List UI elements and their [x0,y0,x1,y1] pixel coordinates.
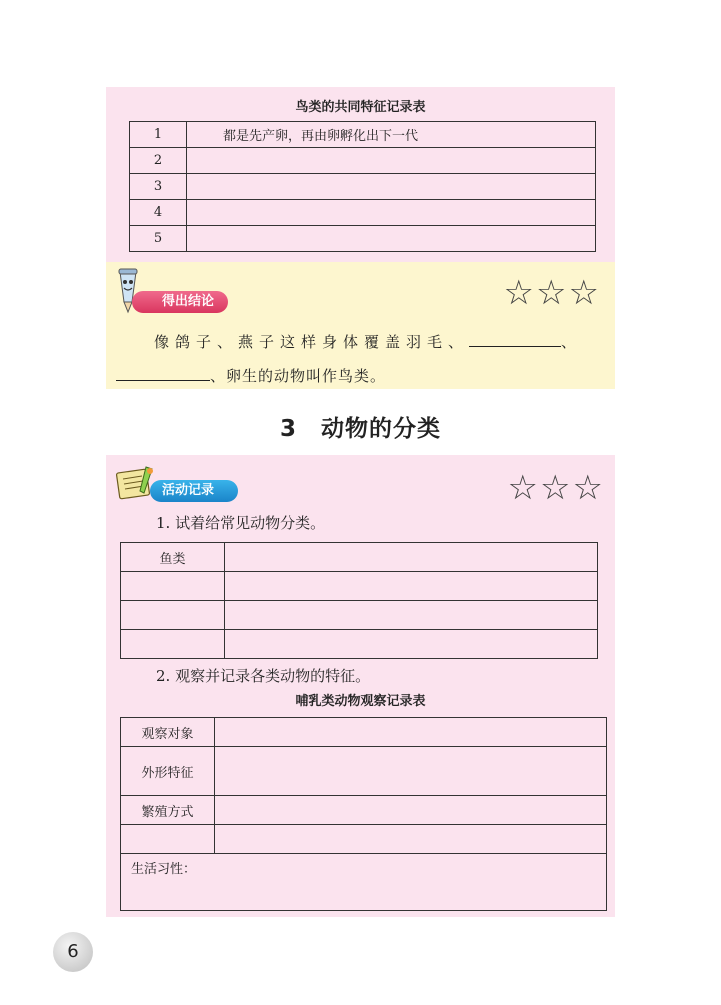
table-row [130,226,596,252]
table-row [121,543,598,572]
mammal-table-title: 哺乳类动物观察记录表 [295,694,426,709]
row-label[interactable] [121,825,215,854]
row-number: 4 [130,200,187,226]
row-text[interactable] [187,226,596,252]
activity-record-panel [106,455,615,917]
row-number: 3 [130,174,187,200]
category-cell[interactable] [121,601,225,630]
table-row [130,174,596,200]
conclusion-line-1 [154,331,582,352]
table-row [121,718,607,747]
conclusion-punct: 、 [561,333,583,351]
table-row [121,825,607,854]
conclusion-text-2: 、卵生的动物叫作鸟类。 [210,367,387,385]
animals-cell[interactable] [225,630,598,659]
row-value[interactable] [215,825,607,854]
row-value[interactable] [215,718,607,747]
page-number: 6 [53,932,93,972]
category-cell[interactable] [121,630,225,659]
table-row [130,122,596,148]
table-row [130,148,596,174]
animals-cell[interactable] [225,543,598,572]
table-row [121,854,607,911]
conclusion-badge: 得出结论 [132,291,228,313]
question-1: 1. 试着给常见动物分类。 [156,514,326,532]
activity-badge: 活动记录 [150,480,238,502]
answer-blank-2[interactable] [116,380,210,381]
conclusion-panel [106,262,615,389]
rating-stars[interactable]: ☆☆☆ [503,273,601,313]
row-text[interactable]: 都是先产卵，再由卵孵化出下一代 [187,122,596,148]
bird-features-table [129,121,596,252]
row-text[interactable] [187,174,596,200]
section-heading: 3 动物的分类 [279,416,441,442]
rating-stars[interactable]: ☆☆☆ [507,468,605,508]
bird-table-title: 鸟类的共同特征记录表 [295,100,426,115]
conclusion-line-2 [116,365,386,386]
row-text[interactable] [187,148,596,174]
row-label: 外形特征 [121,747,215,796]
answer-blank-1[interactable] [469,346,561,347]
row-text[interactable] [187,200,596,226]
habits-label: 生活习性： [131,862,197,877]
row-number: 5 [130,226,187,252]
row-value[interactable] [215,796,607,825]
row-label: 观察对象 [121,718,215,747]
mammal-observation-table [120,717,607,911]
table-row [121,796,607,825]
question-2: 2. 观察并记录各类动物的特征。 [156,667,371,685]
row-value[interactable] [215,747,607,796]
category-cell: 鱼类 [121,543,225,572]
table-row [121,572,598,601]
bird-features-panel [106,87,615,262]
row-number: 1 [130,122,187,148]
table-row [121,747,607,796]
animals-cell[interactable] [225,572,598,601]
table-row [130,200,596,226]
animal-classification-table [120,542,598,659]
row-label: 繁殖方式 [121,796,215,825]
table-row [121,630,598,659]
conclusion-text-1: 像鸽子、燕子这样身体覆盖羽毛、 [154,333,470,351]
row-number: 2 [130,148,187,174]
category-cell[interactable] [121,572,225,601]
habits-cell[interactable] [121,854,607,911]
animals-cell[interactable] [225,601,598,630]
table-row [121,601,598,630]
